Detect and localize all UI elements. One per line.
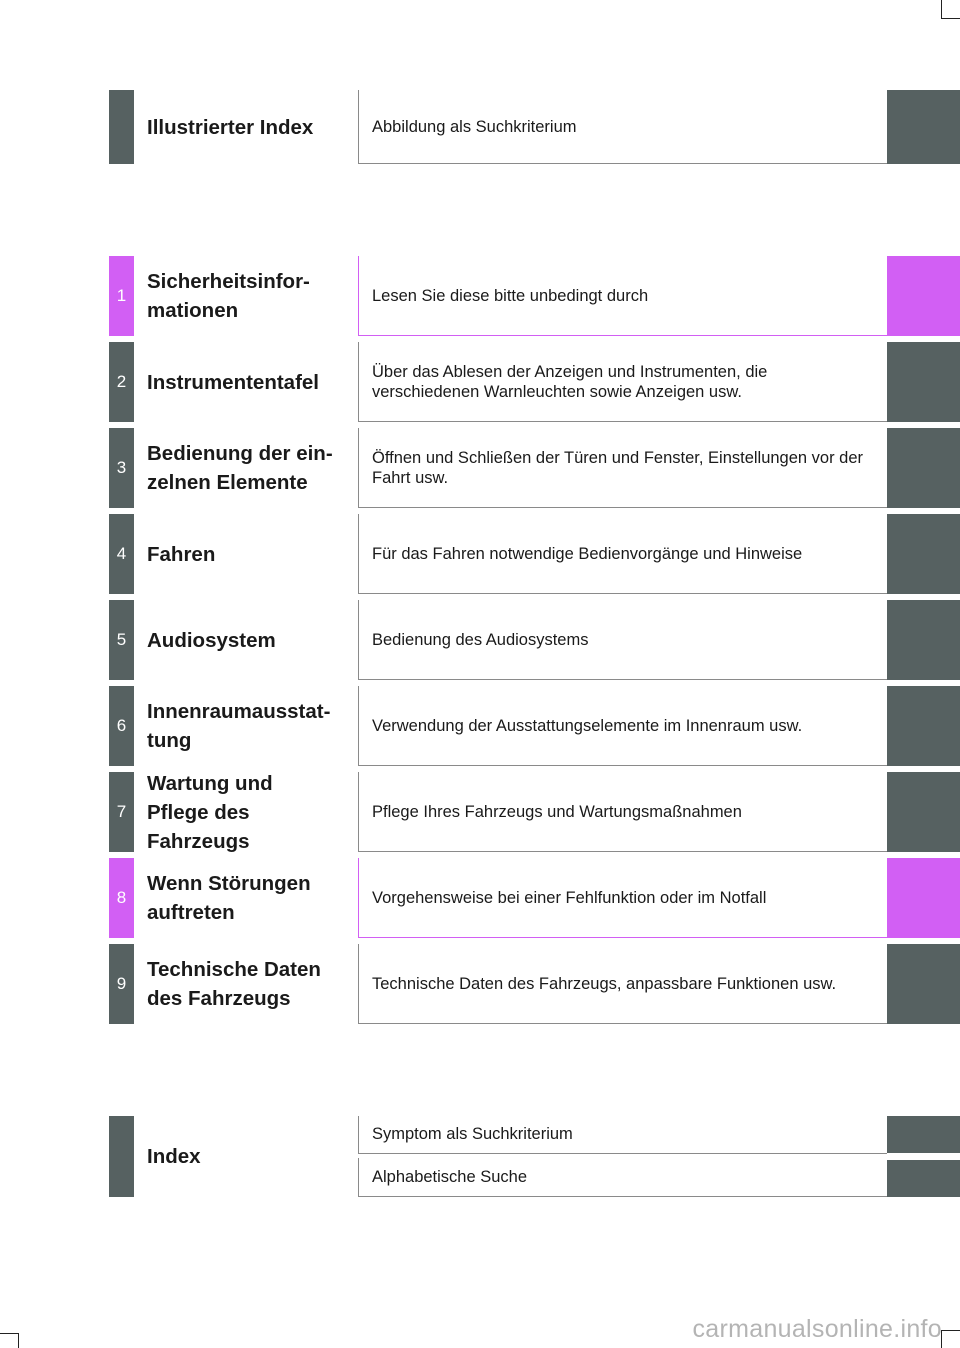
- chapter-title-line: Wartung und: [147, 771, 273, 795]
- chapter-title-line: Audiosystem: [147, 628, 276, 652]
- section-title: Index: [147, 1145, 201, 1168]
- chapter-title-line: Fahrzeugs: [147, 829, 250, 853]
- chapter-title: [147, 428, 352, 508]
- section-tab-left: [109, 90, 134, 164]
- chapter-row-1[interactable]: [0, 256, 960, 336]
- thumb-tab[interactable]: [887, 686, 960, 766]
- thumb-tab[interactable]: [887, 944, 960, 1024]
- chapter-description: Über das Ablesen der Anzeigen und Instrumenten, die verschiedenen Warnleuchten sowie Anzeigen usw.: [358, 342, 887, 422]
- chapter-description: Pflege Ihres Fahrzeugs und Wartungsmaßnahmen: [358, 772, 887, 852]
- chapter-number: 5: [109, 600, 134, 680]
- chapter-title: [147, 256, 352, 336]
- chapter-title: [147, 514, 352, 594]
- thumb-tab[interactable]: [887, 858, 960, 938]
- chapter-title-line: Instrumententafel: [147, 370, 319, 394]
- chapter-title: [147, 686, 352, 766]
- crop-mark: [941, 1330, 960, 1331]
- chapter-description: Öffnen und Schließen der Türen und Fenster, Einstellungen vor der Fahrt usw.: [358, 428, 887, 508]
- chapter-title-line: Technische Daten: [147, 958, 321, 981]
- chapter-row-2[interactable]: [0, 342, 960, 422]
- chapter-title-line: mationen: [147, 299, 239, 322]
- crop-mark: [941, 18, 960, 19]
- chapter-number: 7: [109, 772, 134, 852]
- thumb-tab[interactable]: [887, 600, 960, 680]
- chapter-number: 6: [109, 686, 134, 766]
- chapter-row-3[interactable]: [0, 428, 960, 508]
- thumb-tab-symptom[interactable]: [887, 1116, 960, 1153]
- crop-mark: [0, 1333, 18, 1334]
- section-title: Illustrierter Index: [147, 115, 314, 139]
- chapter-number: 4: [109, 514, 134, 594]
- chapter-title: [147, 858, 352, 938]
- section-tab-left: [109, 1116, 134, 1197]
- chapter-description: Verwendung der Ausstattungselemente im Innenraum usw.: [358, 686, 887, 766]
- chapter-title-line: Sicherheitsinfor-: [147, 270, 310, 293]
- chapter-description: Lesen Sie diese bitte unbedingt durch: [358, 256, 887, 336]
- chapter-title-line: Bedienung der ein-: [147, 442, 333, 465]
- chapter-row-9[interactable]: [0, 944, 960, 1024]
- crop-mark: [941, 0, 942, 18]
- chapter-row-5[interactable]: [0, 600, 960, 680]
- chapter-number: 2: [109, 342, 134, 422]
- section-description: Abbildung als Suchkriterium: [358, 90, 887, 164]
- chapter-description: Für das Fahren notwendige Bedienvorgänge und Hinweise: [358, 514, 887, 594]
- chapter-number: 3: [109, 428, 134, 508]
- thumb-tab[interactable]: [887, 256, 960, 336]
- chapter-number: 8: [109, 858, 134, 938]
- chapter-title-line: tung: [147, 729, 192, 752]
- chapter-row-4[interactable]: [0, 514, 960, 594]
- chapter-number: 1: [109, 256, 134, 336]
- crop-mark: [18, 1333, 19, 1348]
- chapter-title-line: des Fahrzeugs: [147, 987, 291, 1010]
- thumb-tab[interactable]: [887, 772, 960, 852]
- illustrated-index-row[interactable]: [0, 90, 960, 164]
- chapter-description: Bedienung des Audiosystems: [358, 600, 887, 680]
- chapter-title: [147, 944, 352, 1024]
- thumb-tab[interactable]: [887, 514, 960, 594]
- chapter-title-line: zelnen Elemente: [147, 471, 308, 494]
- chapter-title: [147, 342, 352, 422]
- watermark-text: carmanualsonline.info: [692, 1315, 942, 1343]
- chapter-title-line: auftreten: [147, 901, 235, 924]
- chapter-row-7[interactable]: [0, 772, 960, 852]
- chapter-description: Technische Daten des Fahrzeugs, anpassbare Funktionen usw.: [358, 944, 887, 1024]
- chapter-number: 9: [109, 944, 134, 1024]
- thumb-tab[interactable]: [887, 90, 960, 164]
- chapter-title-line: Pflege des: [147, 800, 250, 824]
- chapter-title: [147, 772, 352, 852]
- thumb-tab-alphabetic[interactable]: [887, 1160, 960, 1197]
- index-item-alphabetic[interactable]: Alphabetische Suche: [358, 1158, 887, 1197]
- thumb-tab[interactable]: [887, 428, 960, 508]
- thumb-tab[interactable]: [887, 342, 960, 422]
- chapter-title: [147, 600, 352, 680]
- chapter-row-6[interactable]: [0, 686, 960, 766]
- chapter-description: Vorgehensweise bei einer Fehlfunktion oder im Notfall: [358, 858, 887, 938]
- index-item-symptom[interactable]: Symptom als Suchkriterium: [358, 1116, 887, 1154]
- chapter-title-line: Fahren: [147, 542, 216, 566]
- chapter-row-8[interactable]: [0, 858, 960, 938]
- chapter-title-line: Innenraumausstat-: [147, 700, 331, 723]
- chapter-title-line: Wenn Störungen: [147, 872, 311, 895]
